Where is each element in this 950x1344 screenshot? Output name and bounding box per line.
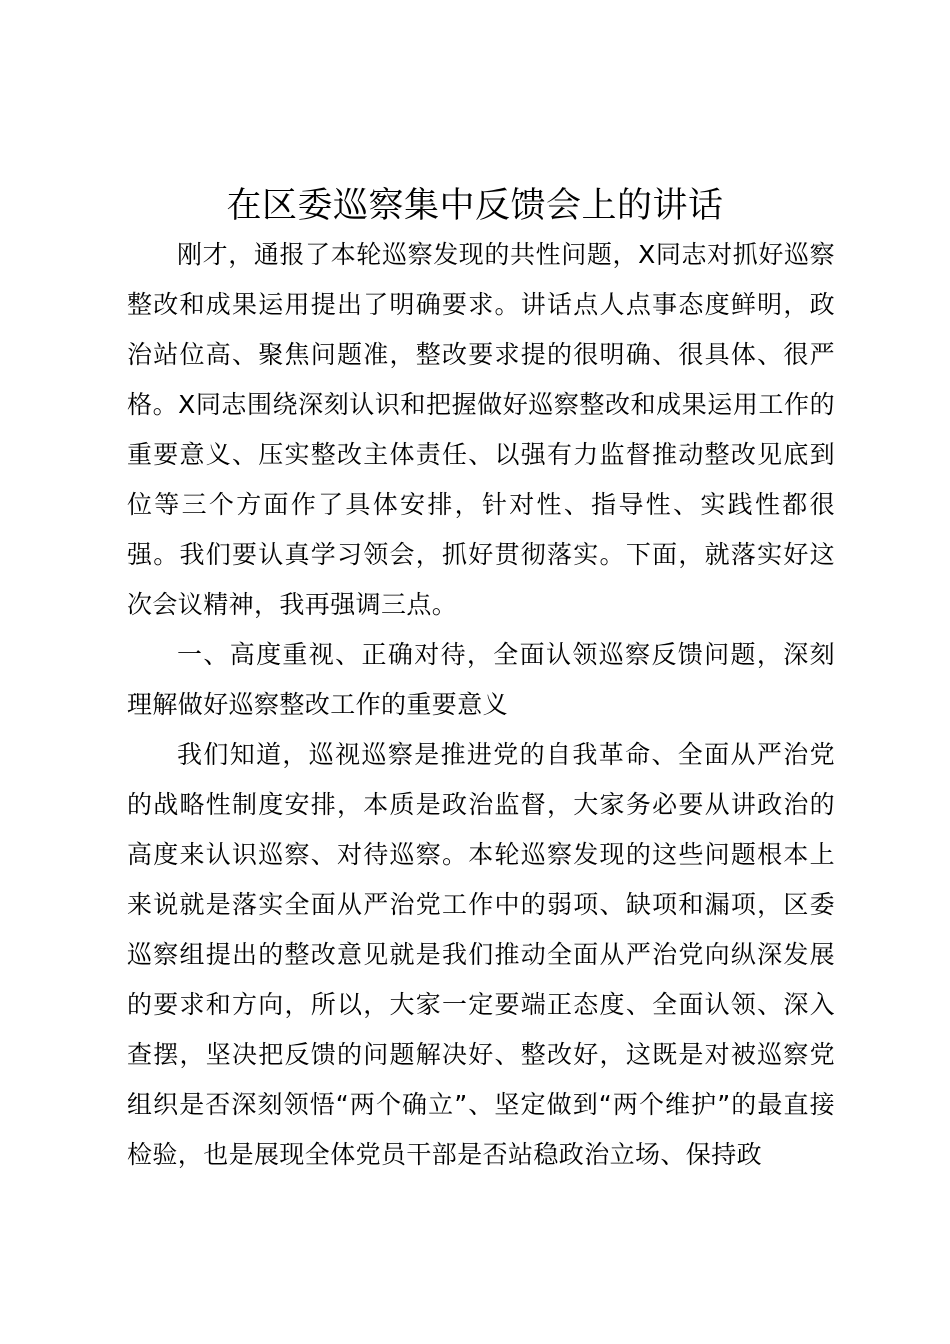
document-title: 在区委巡察集中反馈会上的讲话 [226,186,724,226]
document-body [127,230,835,1180]
section-1-paragraph: 我们知道，巡视巡察是推进党的自我革命、全面从严治党的战略性制度安排，本质是政治监督，大家务必要从讲政治的高度来认识巡察、对待巡察。本轮巡察发现的这些问题根本上来说就是落实全面从严治党工作中的弱项、缺项和漏项，区委巡察组提出的整改意见就是我们推动全面从严治党向纵深发展的要求和方向，所以，大家一定要端正态度、全面认领、深入查摆，坚决把反馈的问题解决好、整改好，这既是对被巡察党组织是否深刻领悟“两个确立”、坚定做到“两个维护”的最直接检验，也是展现全体党员干部是否站稳政治立场、保持政 [127,740,835,1169]
opening-paragraph: 刚才，通报了本轮巡察发现的共性问题，X同志对抓好巡察整改和成果运用提出了明确要求。讲话点人点事态度鲜明，政治站位高、聚焦问题准，整改要求提的很明确、很具体、很严格。X同志围绕深刻认识和把握做好巡察整改和成果运用工作的重要意义、压实整改主体责任、以强有力监督推动整改见底到位等三个方面作了具体安排，针对性、指导性、实践性都很强。我们要认真学习领会，抓好贯彻落实。下面，就落实好这次会议精神，我再强调三点。 [127,240,835,619]
section-heading-1: 一、高度重视、正确对待，全面认领巡察反馈问题，深刻理解做好巡察整改工作的重要意义 [127,640,835,719]
